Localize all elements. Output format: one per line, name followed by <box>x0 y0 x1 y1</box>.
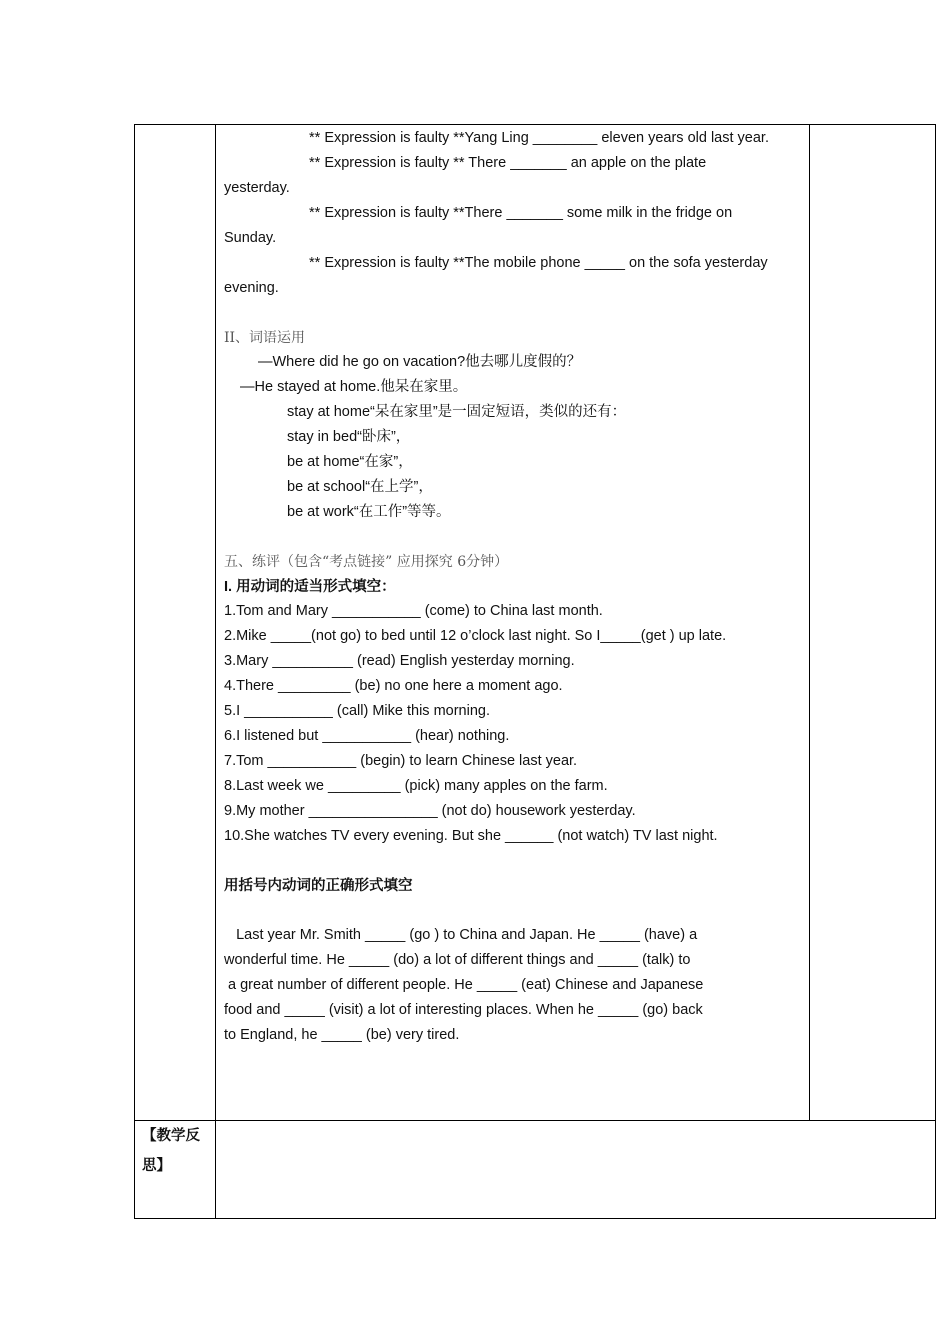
cloze-line: a great number of different people. He _____ (eat) Chinese and Japanese <box>224 977 704 993</box>
exercise-line: ** Expression is faulty **Yang Ling ________ eleven years old last year. <box>309 130 769 146</box>
table-border-right <box>935 124 936 1219</box>
practice-item: 2.Mike _____(not go) to bed until 12 o’clock last night. So I_____(get ) up late. <box>224 628 727 644</box>
practice-item: 1.Tom and Mary ___________ (come) to China last month. <box>224 603 603 619</box>
dialog-line: —Where did he go on vacation?他去哪儿度假的？ <box>258 354 582 370</box>
phrase-line: stay at home“呆在家里”是一固定短语，类似的还有： <box>287 404 627 420</box>
exercise-line: Sunday. <box>224 230 277 246</box>
cloze-line: wonderful time. He _____ (do) a lot of different things and _____ (talk) to <box>224 952 691 968</box>
practice-item: 7.Tom ___________ (begin) to learn Chinese last year. <box>224 753 578 769</box>
phrase-line: be at home“在家”， <box>287 454 413 470</box>
cloze-line: Last year Mr. Smith _____ (go ) to China and Japan. He _____ (have) a <box>224 927 698 943</box>
practice-item: 9.My mother ________________ (not do) housework yesterday. <box>224 803 636 819</box>
table-border-bottom <box>134 1218 936 1219</box>
practice-item: 5.I ___________ (call) Mike this morning. <box>224 703 490 719</box>
practice-item: 10.She watches TV every evening. But she ______ (not watch) TV last night. <box>224 828 718 844</box>
exercise-line: ** Expression is faulty **There _______ some milk in the fridge on <box>309 205 733 221</box>
section-heading-practice: 五、练评（包含“考点链接” 应用探究 6分钟） <box>224 554 509 570</box>
practice-item: 4.There _________ (be) no one here a moment ago. <box>224 678 563 694</box>
phrase-line: be at work“在工作”等等。 <box>287 504 451 520</box>
practice-item: 3.Mary __________ (read) English yesterday morning. <box>224 653 575 669</box>
table-column-divider-2 <box>809 124 810 1121</box>
practice-item: 8.Last week we _________ (pick) many apples on the farm. <box>224 778 608 794</box>
phrase-line: be at school“在上学”， <box>287 479 433 495</box>
dialog-line: —He stayed at home.他呆在家里。 <box>240 379 468 395</box>
teaching-reflection-label: 【教学反思】 <box>142 1128 200 1174</box>
cloze-line: to England, he _____ (be) very tired. <box>224 1027 460 1043</box>
exercise-line: ** Expression is faulty **The mobile phone _____ on the sofa yesterday <box>309 255 768 271</box>
section-heading-vocabulary: II、词语运用 <box>224 330 306 346</box>
practice-subheading: I. 用动词的适当形式填空： <box>224 579 396 595</box>
practice-item: 6.I listened but ___________ (hear) nothing. <box>224 728 510 744</box>
exercise-line: evening. <box>224 280 279 296</box>
cloze-line: food and _____ (visit) a lot of interesting places. When he _____ (go) back <box>224 1002 703 1018</box>
exercise-line: yesterday. <box>224 180 290 196</box>
table-border-top <box>134 124 936 125</box>
phrase-line: stay in bed“卧床”， <box>287 429 411 445</box>
table-column-divider-1 <box>215 124 216 1219</box>
cloze-heading: 用括号内动词的正确形式填空 <box>224 878 413 894</box>
table-border-left <box>134 124 135 1219</box>
exercise-line: ** Expression is faulty ** There _______ an apple on the plate <box>309 155 707 171</box>
table-row-divider <box>134 1120 936 1121</box>
